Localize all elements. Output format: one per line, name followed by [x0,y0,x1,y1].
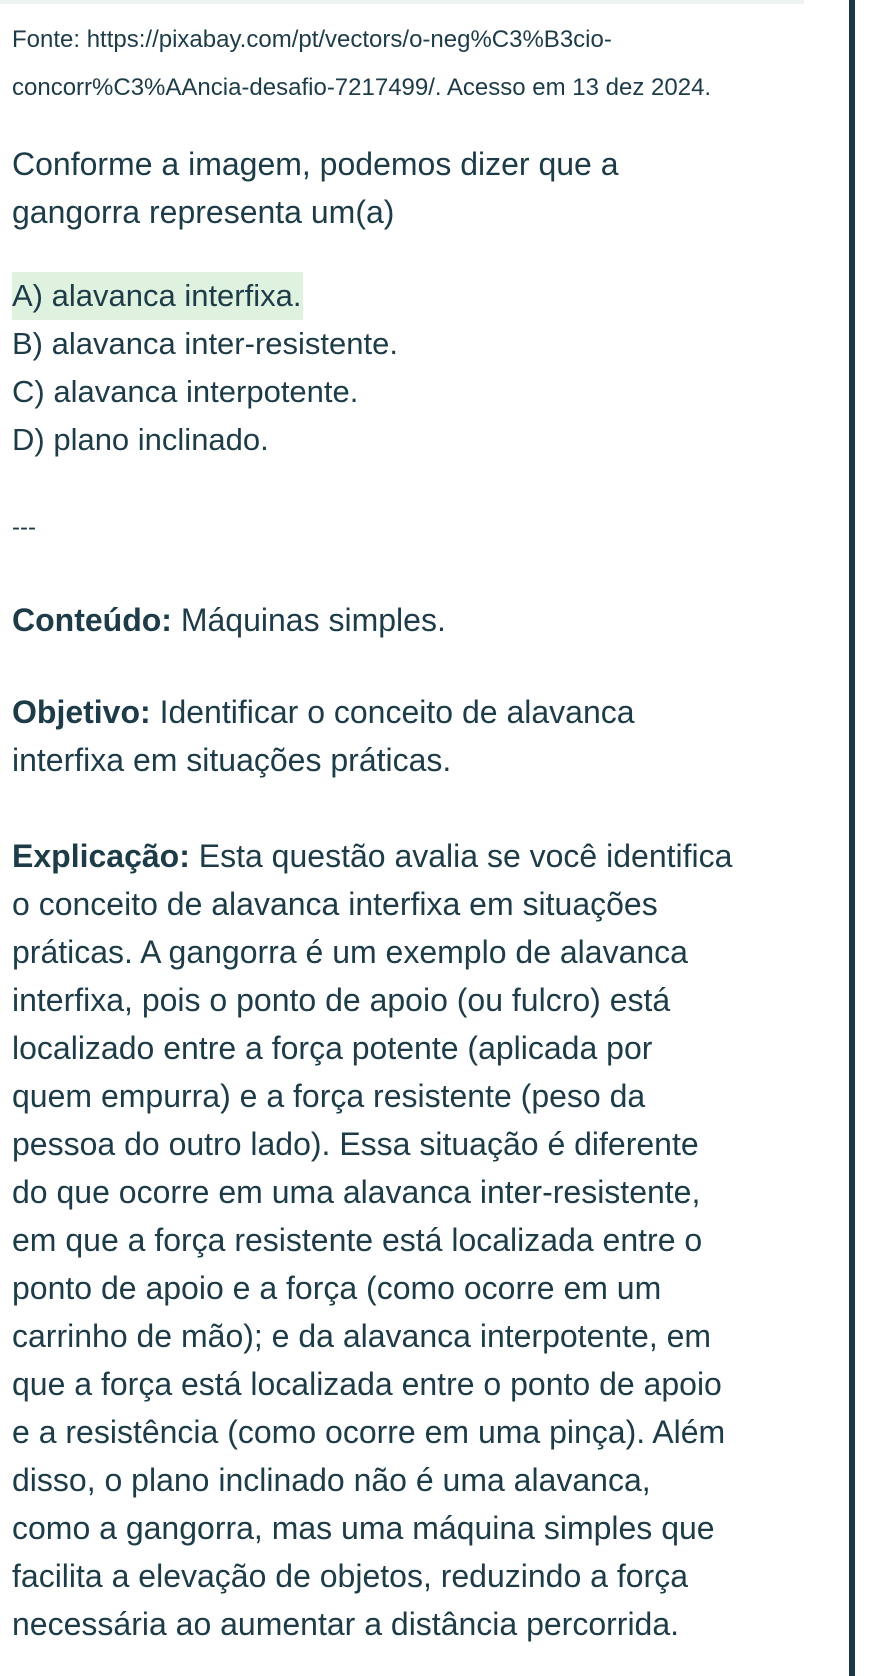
explanation-text-1: Esta questão avalia se você identifica [189,838,733,874]
explanation-line-9: em que a força resistente está localizada entre o [12,1222,703,1258]
content-section [12,596,802,644]
objective-text-1: Identificar o conceito de alavanca [150,694,635,730]
option-a [12,272,802,320]
explanation-line-7: pessoa do outro lado). Essa situação é diferente [12,1126,699,1162]
question-line-2: gangorra representa um(a) [12,194,395,230]
explanation-line-3: práticas. A gangorra é um exemplo de alavanca [12,934,688,970]
explanation-line-11: carrinho de mão); e da alavanca interpotente, em [12,1318,712,1354]
explanation-section [12,832,802,1648]
explanation-line-10: ponto de apoio e a força (como ocorre em um [12,1270,662,1306]
document-content [12,16,802,1648]
right-gutter [855,0,894,1676]
option-d-label: D) plano inclinado. [12,422,269,457]
question-line-1: Conforme a imagem, podemos dizer que a [12,146,619,182]
content-text: Máquinas simples. [171,602,446,638]
source-line-1: Fonte: https://pixabay.com/pt/vectors/o-neg%C3%B3cio- [12,26,612,53]
option-d [12,416,802,464]
objective-title: Objetivo: [12,694,151,730]
explanation-line-2: o conceito de alavanca interfixa em situações [12,886,658,922]
explanation-line-17: necessária ao aumentar a distância percorrida. [12,1606,680,1642]
explanation-line-12: que a força está localizada entre o ponto de apoio [12,1366,722,1402]
explanation-line-1 [12,832,802,880]
content-title: Conteúdo: [12,602,172,638]
explanation-line-8: do que ocorre em uma alavanca inter-resistente, [12,1174,701,1210]
question-prompt [12,140,802,236]
explanation-line-15: como a gangorra, mas uma máquina simples que [12,1510,715,1546]
objective-line-1 [12,688,802,736]
explanation-line-14: disso, o plano inclinado não é uma alavanca, [12,1462,651,1498]
objective-section [12,688,802,784]
explanation-line-13: e a resistência (como ocorre em uma pinça). Além [12,1414,726,1450]
explanation-line-5: localizado entre a força potente (aplicada por [12,1030,653,1066]
option-c [12,368,802,416]
source-line-2: concorr%C3%AAncia-desafio-7217499/. Acesso em 13 dez 2024. [12,74,712,101]
top-strip [0,0,804,4]
option-c-label: C) alavanca interpotente. [12,374,359,409]
objective-line-2: interfixa em situações práticas. [12,742,452,778]
explanation-line-16: facilita a elevação de objetos, reduzindo a força [12,1558,688,1594]
explanation-line-6: quem empurra) e a força resistente (peso da [12,1078,646,1114]
answer-options [12,272,802,464]
explanation-line-4: interfixa, pois o ponto de apoio (ou fulcro) está [12,982,671,1018]
section-separator: --- [12,514,36,541]
option-a-label: A) alavanca interfixa. [12,272,303,320]
explanation-title: Explicação: [12,838,190,874]
option-b-label: B) alavanca inter-resistente. [12,326,398,361]
option-b [12,320,802,368]
source-citation [12,16,802,112]
